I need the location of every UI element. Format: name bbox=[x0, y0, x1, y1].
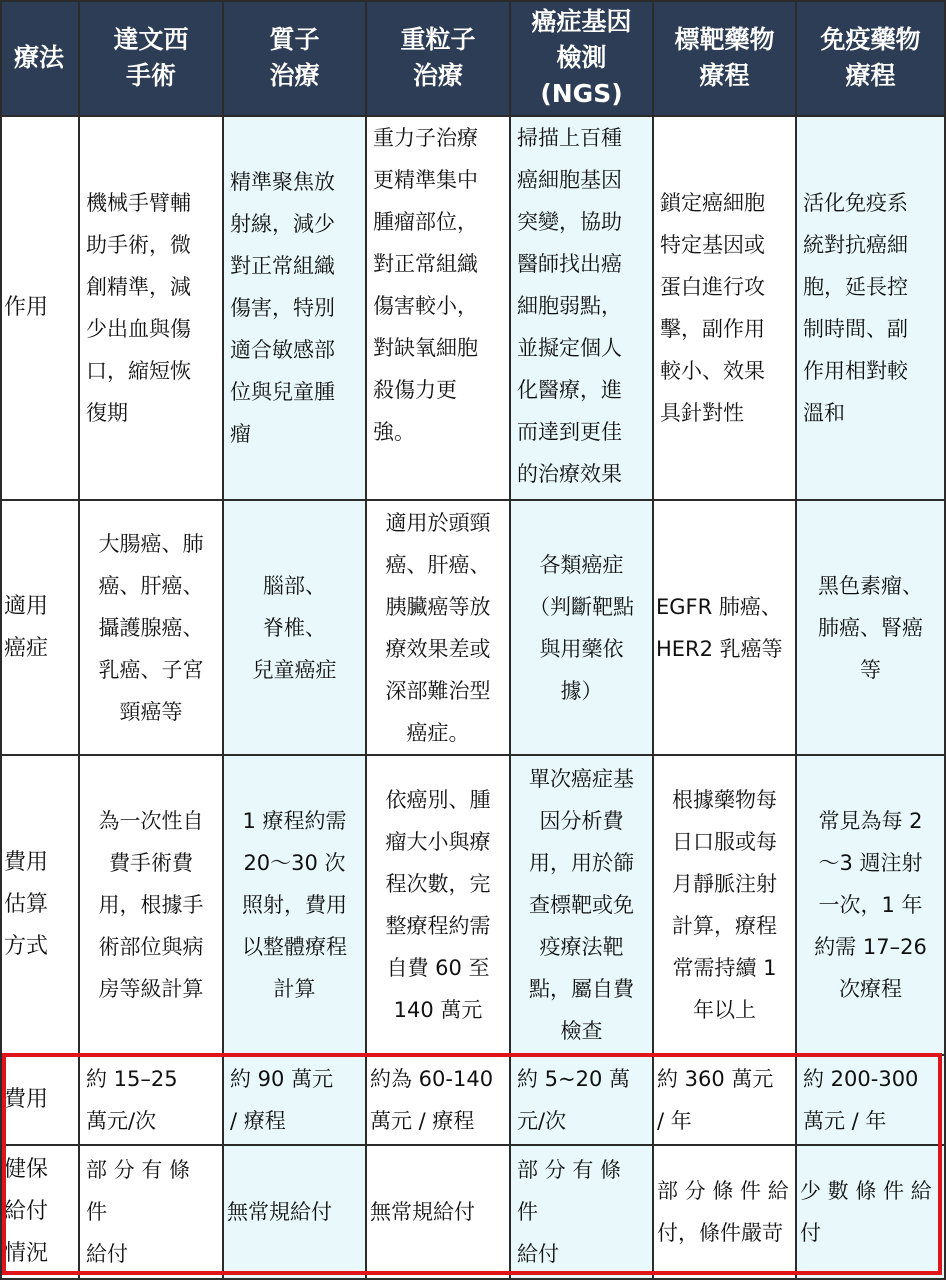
cell-text: 約 15–25 萬元/次 bbox=[86, 1067, 178, 1133]
cell-cost-proton bbox=[224, 1056, 367, 1146]
header-therapy: 療法 bbox=[0, 0, 80, 117]
cell-cost-method-ngs bbox=[511, 756, 654, 1056]
cell-text: 約 90 萬元 / 療程 bbox=[230, 1067, 334, 1133]
cell-insurance-da-vinci bbox=[80, 1146, 224, 1280]
cell-text: 部 分 有 條 件 給付 bbox=[86, 1158, 191, 1266]
cell-text: 腦部、 脊椎、 兒童癌症 bbox=[252, 573, 337, 682]
header-proton: 質子 治療 bbox=[224, 0, 367, 117]
cell-cancers-da-vinci bbox=[80, 501, 224, 756]
cell-text: 根據藥物每 日口服或每 月靜脈注射 計算，療程 常需持續 1 年以上 bbox=[672, 788, 777, 1022]
cell-text: 常見為每 2 ～3 週注射 一次，1 年 約需 17–26 次療程 bbox=[814, 809, 927, 1001]
cell-cost-heavy-ion bbox=[367, 1056, 511, 1146]
cell-text: 鎖定癌細胞 特定基因或 蛋白進行攻 擊，副作用 較小、效果 具針對性 bbox=[660, 191, 765, 425]
cell-insurance-heavy-ion bbox=[367, 1146, 511, 1280]
cell-text: 黑色素瘤、 肺癌、腎癌 等 bbox=[818, 573, 923, 682]
cell-insurance-ngs bbox=[511, 1146, 654, 1280]
cell-text: 機械手臂輔 助手術，微 創精準，減 少出血與傷 口，縮短恢 復期 bbox=[86, 191, 191, 425]
cell-cost-method-proton bbox=[224, 756, 367, 1056]
cell-text: 約 200-300 萬元 / 年 bbox=[803, 1067, 919, 1133]
cell-cost-method-immuno bbox=[797, 756, 946, 1056]
cell-text: 適用於頭頸 癌、肝癌、 胰臟癌等放 療效果差或 深部難治型 癌症。 bbox=[385, 510, 491, 745]
cell-insurance-targeted bbox=[654, 1146, 797, 1280]
cell-text: 重力子治療 更精準集中 腫瘤部位， 對正常組織 傷害較小， 對缺氧細胞 殺傷力更 強。 bbox=[373, 126, 478, 444]
cell-effect-heavy-ion bbox=[367, 117, 511, 501]
cell-text: 無常規給付 bbox=[227, 1200, 332, 1224]
cell-cancers-ngs bbox=[511, 501, 654, 756]
header-ngs: 癌症基因 檢測 (NGS) bbox=[511, 0, 654, 117]
cell-cost-method-da-vinci bbox=[80, 756, 224, 1056]
cell-text: 部 分 條 件 給 付，條件嚴苛 bbox=[657, 1179, 789, 1245]
header-da-vinci: 達文西 手術 bbox=[80, 0, 224, 117]
cell-cost-immuno bbox=[797, 1056, 946, 1146]
cell-effect-targeted bbox=[654, 117, 797, 501]
cell-effect-ngs bbox=[511, 117, 654, 501]
row-label-cost: 費用 bbox=[0, 1056, 80, 1146]
cell-text: 依癌別、腫 瘤大小與療 程次數，完 整療程約需 自費 60 至 140 萬元 bbox=[385, 788, 491, 1022]
cell-cancers-proton bbox=[224, 501, 367, 756]
cell-cost-method-heavy-ion bbox=[367, 756, 511, 1056]
cell-cost-method-targeted bbox=[654, 756, 797, 1056]
cell-cancers-heavy-ion bbox=[367, 501, 511, 756]
cell-insurance-proton bbox=[224, 1146, 367, 1280]
cell-cancers-immuno bbox=[797, 501, 946, 756]
header-heavy-ion: 重粒子 治療 bbox=[367, 0, 511, 117]
row-label-cancers: 適用 癌症 bbox=[0, 501, 80, 756]
cell-text: 大腸癌、肺 癌、肝癌、 攝護腺癌、 乳癌、子宮 頸癌等 bbox=[98, 531, 204, 724]
cell-effect-proton bbox=[224, 117, 367, 501]
cell-cost-ngs bbox=[511, 1056, 654, 1146]
cell-text: 部 分 有 條 件 給付 bbox=[517, 1158, 622, 1266]
cell-text: EGFR 肺癌、 HER2 乳癌等 bbox=[656, 594, 783, 661]
header-targeted: 標靶藥物 療程 bbox=[654, 0, 797, 117]
cell-cost-da-vinci bbox=[80, 1056, 224, 1146]
cell-text: 活化免疫系 統對抗癌細 胞，延長控 制時間、副 作用相對較 溫和 bbox=[803, 191, 908, 425]
cell-text: 精準聚焦放 射線，減少 對正常組織 傷害，特別 適合敏感部 位與兒童腫 瘤 bbox=[230, 170, 335, 446]
cell-cost-targeted bbox=[654, 1056, 797, 1146]
cell-effect-immuno bbox=[797, 117, 946, 501]
row-label-insurance: 健保 給付 情況 bbox=[0, 1146, 80, 1280]
cell-text: 各類癌症 （判斷靶點 與用藥依 據） bbox=[529, 552, 634, 703]
row-label-effect: 作用 bbox=[0, 117, 80, 501]
cell-text: 1 療程約需 20～30 次 照射，費用 以整體療程 計算 bbox=[242, 809, 347, 1001]
header-immuno: 免疫藥物 療程 bbox=[797, 0, 946, 117]
cell-insurance-immuno bbox=[797, 1146, 946, 1280]
cell-cancers-targeted bbox=[654, 501, 797, 756]
row-label-cost-method: 費用 估算 方式 bbox=[0, 756, 80, 1056]
cell-text: 掃描上百種 癌細胞基因 突變，協助 醫師找出癌 細胞弱點， 並擬定個人 化醫療，進 而達到更佳 的治療效果 bbox=[517, 126, 622, 486]
cell-text: 單次癌症基 因分析費 用，用於篩 查標靶或免 疫療法靶 點，屬自費 檢查 bbox=[529, 767, 634, 1043]
cell-text: 為一次性自 費手術費 用，根據手 術部位與病 房等級計算 bbox=[98, 809, 204, 1001]
cell-text: 約 360 萬元 / 年 bbox=[657, 1067, 774, 1133]
cell-text: 少 數 條 件 給 付 bbox=[800, 1179, 932, 1245]
cell-text: 無常規給付 bbox=[370, 1200, 475, 1224]
cell-text: 約為 60-140 萬元 / 療程 bbox=[370, 1067, 494, 1133]
cell-text: 約 5~20 萬 元/次 bbox=[517, 1067, 631, 1133]
cell-effect-da-vinci bbox=[80, 117, 224, 501]
